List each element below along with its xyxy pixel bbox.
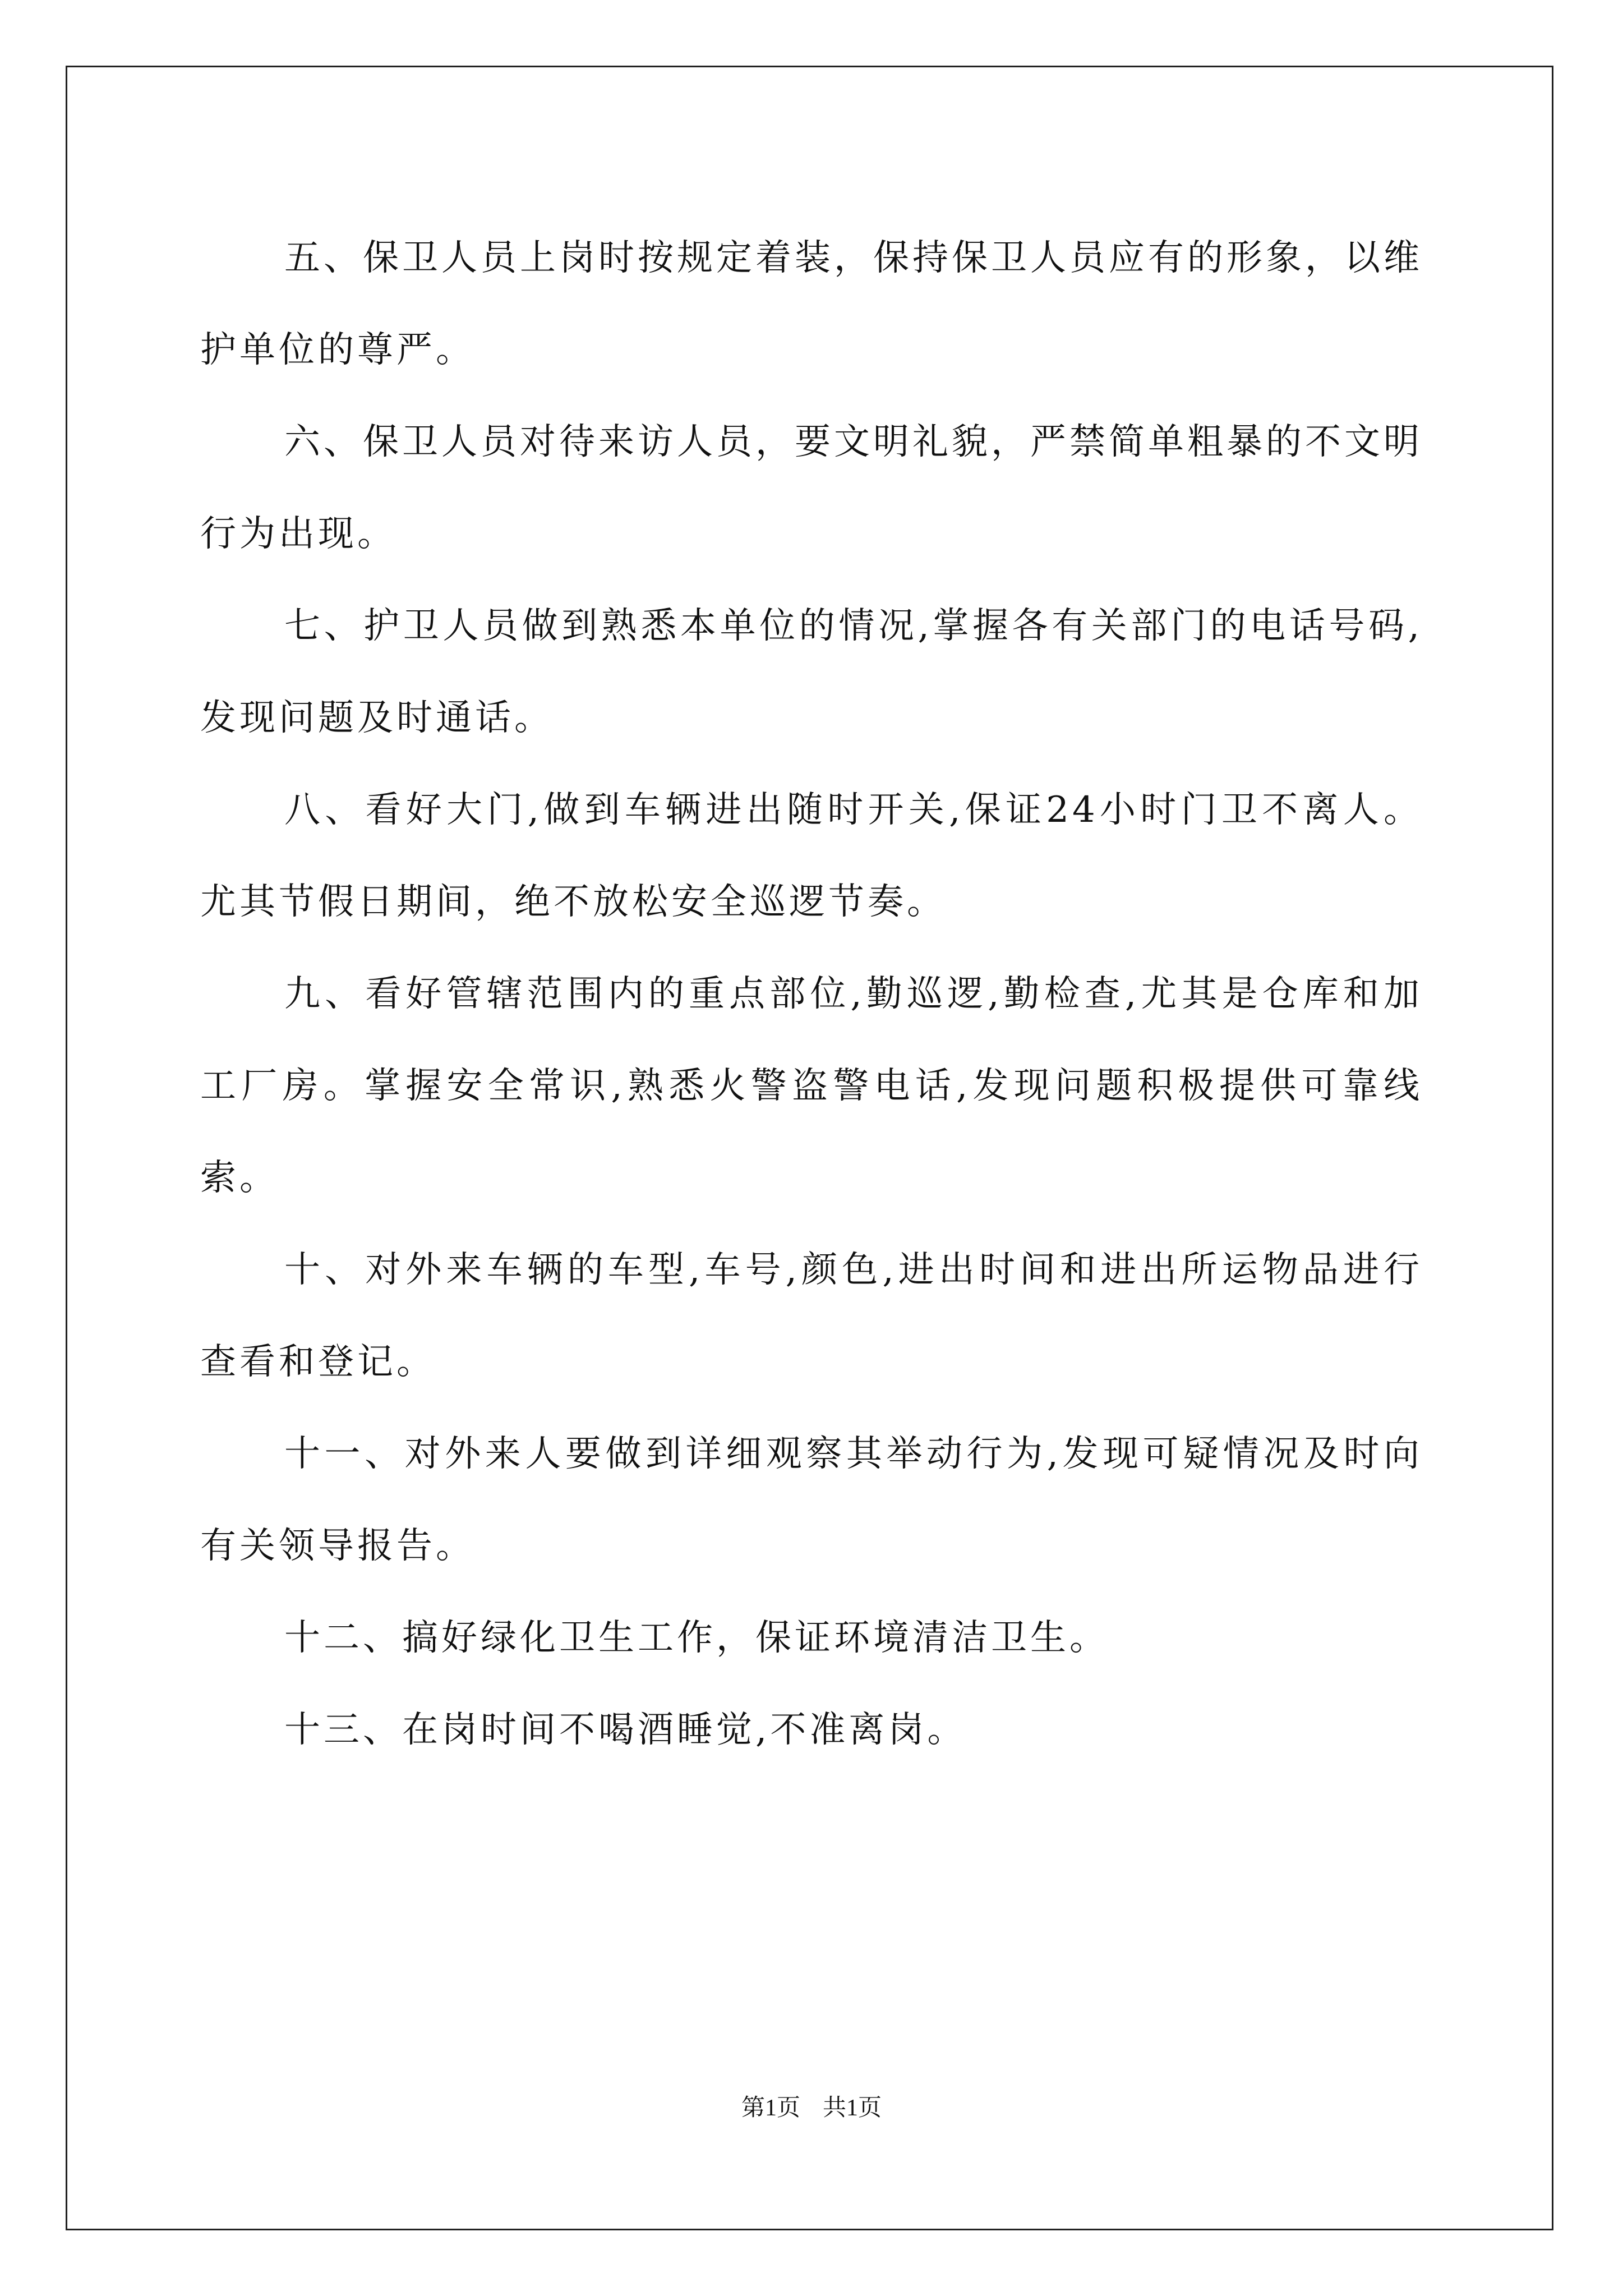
paragraph: 六、保卫人员对待来访人员，要文明礼貌，严禁简单粗暴的不文明行为出现。 <box>200 421 1423 555</box>
page-number-total: 共1页 <box>823 2095 882 2121</box>
paragraph: 七、护卫人员做到熟悉本单位的情况,掌握各有关部门的电话号码,发现问题及时通话。 <box>200 605 1423 739</box>
paragraph: 五、保卫人员上岗时按规定着装，保持保卫人员应有的形象，以维护单位的尊严。 <box>200 237 1423 371</box>
paragraph: 十三、在岗时间不喝酒睡觉,不准离岗。 <box>284 1709 967 1751</box>
paragraph: 十、对外来车辆的车型,车号,颜色,进出时间和进出所运物品进行查看和登记。 <box>200 1249 1423 1383</box>
page-number-current: 第1页 <box>741 2095 800 2121</box>
paragraph: 九、看好管辖范围内的重点部位,勤巡逻,勤检查,尤其是仓库和加工厂房。掌握安全常识,熟悉火警盗警电话,发现问题积极提供可靠线索。 <box>200 973 1423 1199</box>
page-footer <box>0 2091 1623 2125</box>
paragraph: 八、看好大门,做到车辆进出随时开关,保证24小时门卫不离人。尤其节假日期间，绝不放松安全巡逻节奏。 <box>200 789 1423 923</box>
paragraph: 十一、对外来人要做到详细观察其举动行为,发现可疑情况及时向有关领导报告。 <box>200 1433 1423 1567</box>
document-body <box>200 212 1423 1776</box>
paragraph: 十二、搞好绿化卫生工作，保证环境清洁卫生。 <box>284 1617 1109 1659</box>
